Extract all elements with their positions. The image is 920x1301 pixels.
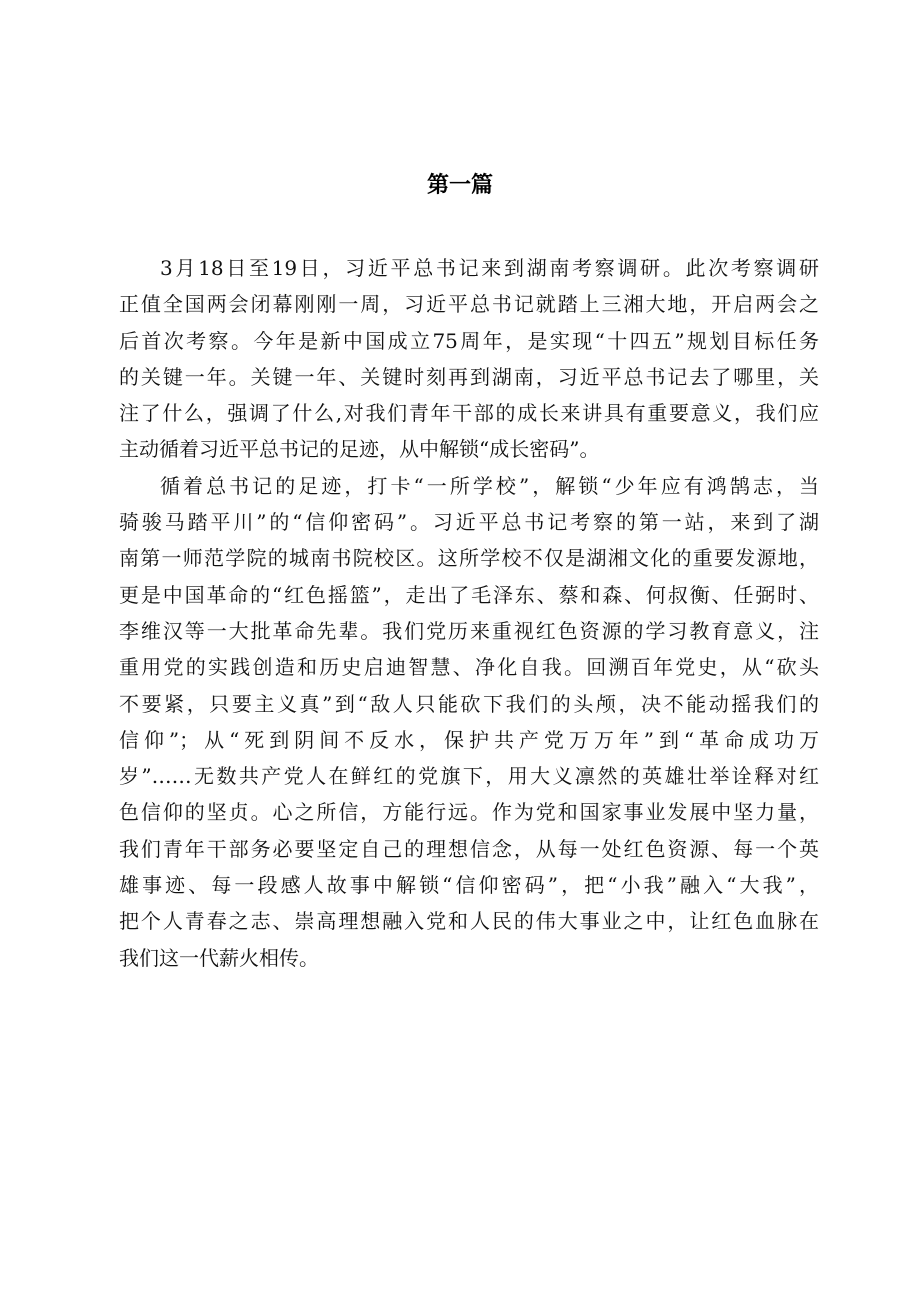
paragraph-line: 循着总书记的足迹，打卡“一所学校”，解锁“少年应有鸿鹄志，当 [160,473,819,498]
paragraph-line: 信仰”；从“死到阴间不反水，保护共产党万万年”到“革命成功万 [119,727,819,752]
paragraph-line: 色信仰的坚贞。心之所信，方能行远。作为党和国家事业发展中坚力量， [119,800,819,825]
paragraph-line: 后首次考察。今年是新中国成立75周年，是实现“十四五”规划目标任务 [119,328,819,353]
paragraph-line: 3月18日至19日，习近平总书记来到湖南考察调研。此次考察调研 [160,256,819,280]
paragraph-line: 南第一师范学院的城南书院校区。这所学校不仅是湖湘文化的重要发源地， [119,546,819,571]
paragraph-line: 的关键一年。关键一年、关键时刻再到湖南，习近平总书记去了哪里，关 [119,364,819,389]
paragraph-line: 不要紧，只要主义真”到“敌人只能砍下我们的头颅，决不能动摇我们的 [119,691,819,716]
paragraph-line: 骑骏马踏平川”的“信仰密码”。习近平总书记考察的第一站，来到了湖 [119,510,819,535]
paragraph-line: 更是中国革命的“红色摇篮”，走出了毛泽东、蔡和森、何叔衡、任弼时、 [119,582,819,607]
document-title: 第一篇 [426,173,493,198]
paragraph-line: 岁”……无数共产党人在鲜红的党旗下，用大义凛然的英雄壮举诠释对红 [119,764,819,789]
paragraph-line: 我们青年干部务必要坚定自己的理想信念，从每一处红色资源、每一个英 [119,836,819,861]
paragraph-1 [119,250,819,468]
paragraph-line: 正值全国两会闭幕刚刚一周，习近平总书记就踏上三湘大地，开启两会之 [119,292,819,317]
paragraph-line: 李维汉等一大批革命先辈。我们党历来重视红色资源的学习教育意义，注 [119,618,819,643]
paragraph-line: 重用党的实践创造和历史启迪智慧、净化自我。回溯百年党史，从“砍头 [119,655,819,680]
paragraph-2 [119,468,819,976]
paragraph-line: 雄事迹、每一段感人故事中解锁“信仰密码”，把“小我”融入“大我”， [119,873,819,898]
paragraph-line: 我们这一代薪火相传。 [119,945,319,970]
paragraph-line: 主动循着习近平总书记的足迹，从中解锁“成长密码”。 [119,437,600,462]
document-body [119,250,819,976]
paragraph-line: 注了什么，强调了什么,对我们青年干部的成长来讲具有重要意义，我们应 [119,401,819,426]
paragraph-line: 把个人青春之志、崇高理想融入党和人民的伟大事业之中，让红色血脉在 [119,909,819,934]
